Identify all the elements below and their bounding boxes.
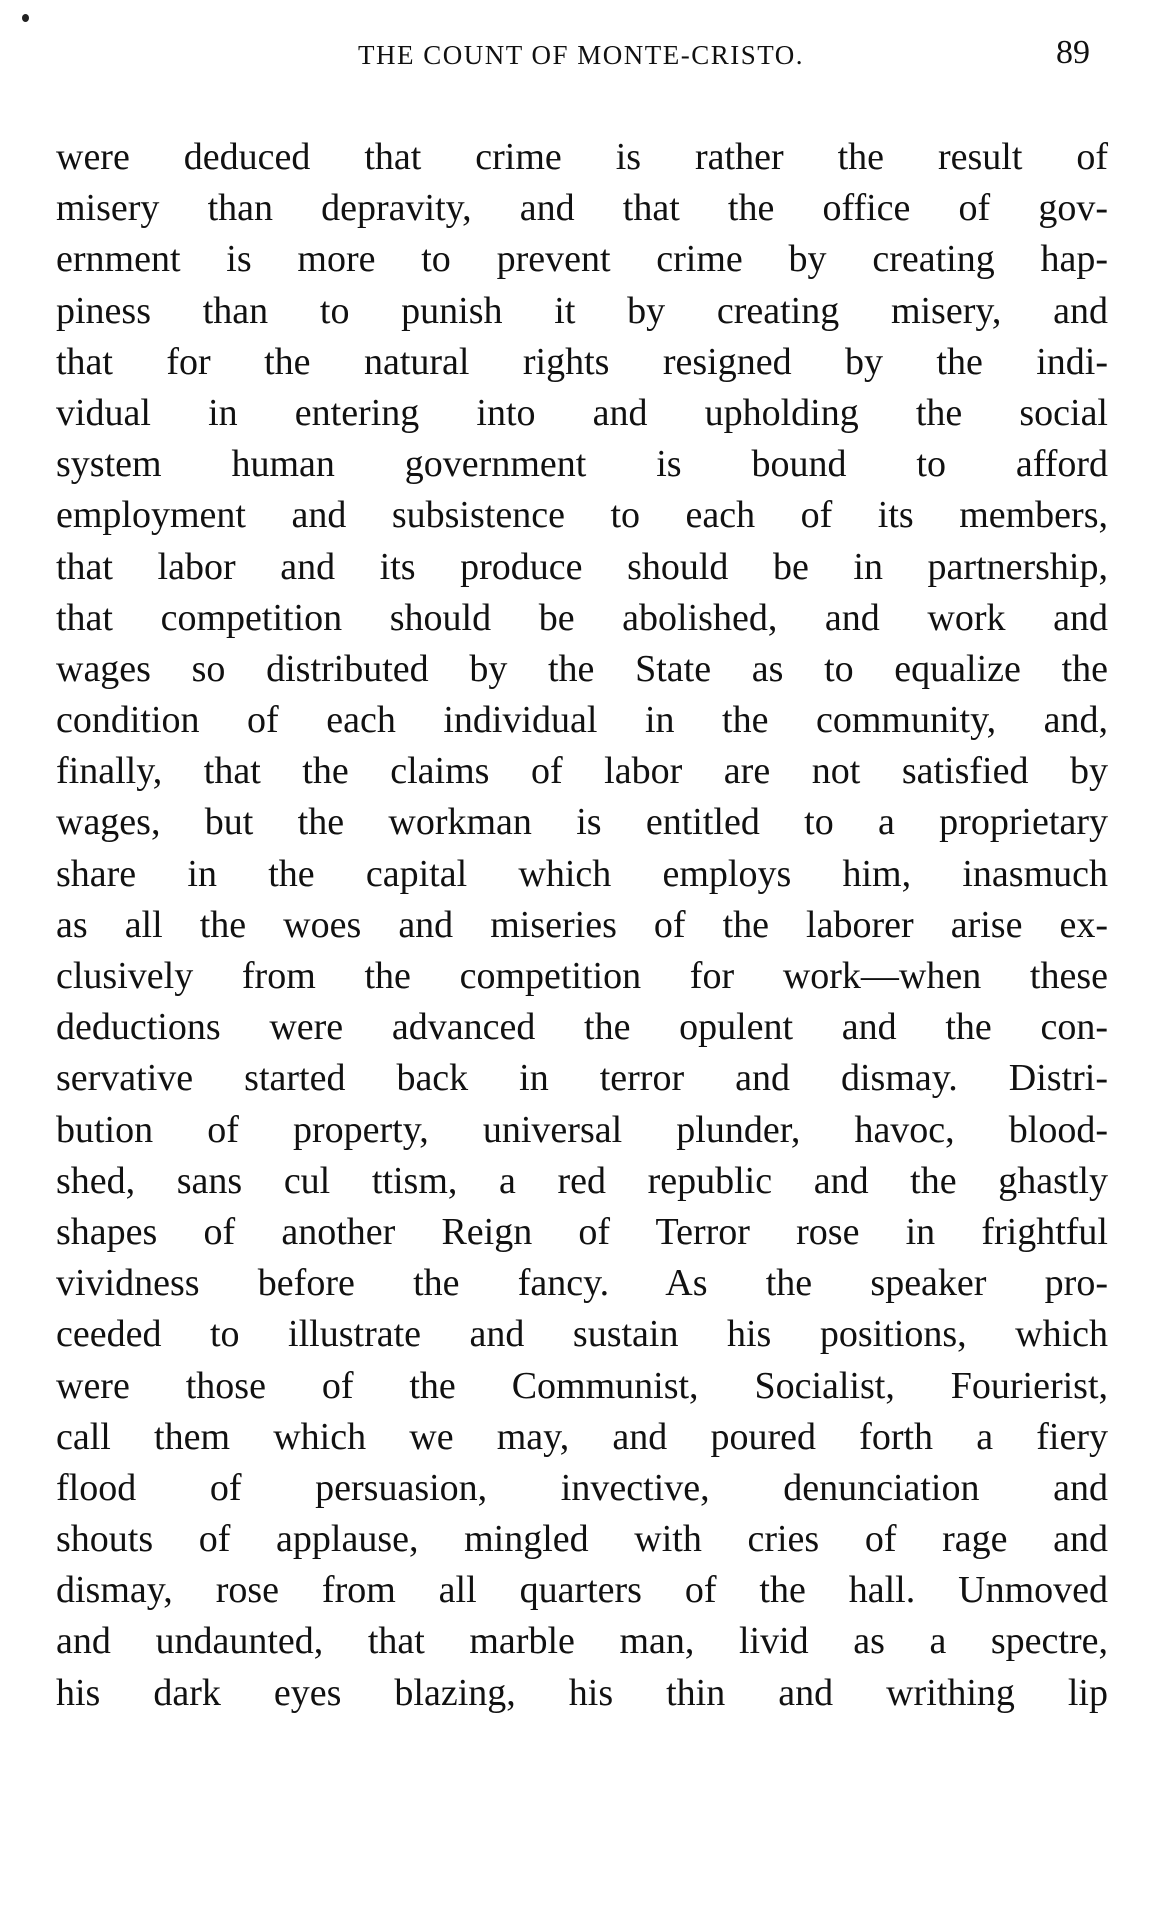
text-line: shapes of another Reign of Terror rose in frightful (56, 1210, 1108, 1253)
text-line: finally, that the claims of labor are not satisfied by (56, 750, 1108, 793)
running-title: THE COUNT OF MONTE-CRISTO. (357, 40, 805, 70)
text-line: his dark eyes blazing, his thin and writhing lip (56, 1671, 1108, 1714)
text-line: were deduced that crime is rather the result of (56, 136, 1108, 178)
text-line: as all the woes and miseries of the laborer arise ex- (56, 903, 1108, 946)
text-line: that competition should be abolished, and work and (56, 596, 1108, 639)
text-line: clusively from the competition for work—when these (56, 955, 1108, 997)
text-line: system human government is bound to afford (56, 443, 1108, 486)
text-line: and undaunted, that marble man, livid as a spectre, (56, 1620, 1108, 1663)
text-line: employment and subsistence to each of its members, (56, 494, 1108, 537)
text-line: share in the capital which employs him, inasmuch (56, 852, 1108, 895)
text-line: flood of persuasion, invective, denunciation and (56, 1466, 1108, 1509)
page-number: 89 (1056, 34, 1090, 71)
text-line: wages so distributed by the State as to equalize the (56, 647, 1108, 690)
text-line: deductions were advanced the opulent and the con- (56, 1006, 1108, 1049)
text-line: were those of the Communist, Socialist, Fourierist, (56, 1364, 1108, 1407)
text-line: shouts of applause, mingled with cries of rage and (56, 1518, 1108, 1561)
ink-speck (22, 14, 29, 22)
text-line: call them which we may, and poured forth a fiery (56, 1415, 1108, 1458)
text-line: wages, but the workman is entitled to a proprietary (56, 801, 1108, 844)
text-line: piness than to punish it by creating misery, and (56, 289, 1108, 332)
text-line: ernment is more to prevent crime by creating hap- (56, 238, 1108, 281)
text-line: vidual in entering into and upholding the social (56, 391, 1108, 434)
text-line: condition of each individual in the community, and, (56, 699, 1108, 742)
text-line: servative started back in terror and dismay. Distri- (56, 1057, 1108, 1100)
body-text (56, 132, 1108, 1719)
text-line: that for the natural rights resigned by the indi- (56, 340, 1108, 383)
text-line: bution of property, universal plunder, havoc, blood- (56, 1108, 1108, 1151)
text-line: ceeded to illustrate and sustain his positions, which (56, 1313, 1108, 1356)
text-line: dismay, rose from all quarters of the hall. Unmoved (56, 1569, 1108, 1612)
text-line: vividness before the fancy. As the speaker pro- (56, 1262, 1108, 1305)
text-line: shed, sans cul ttism, a red republic and the ghastly (56, 1159, 1108, 1202)
text-line: that labor and its produce should be in partnership, (56, 545, 1108, 588)
text-line: misery than depravity, and that the office of gov- (56, 187, 1108, 230)
